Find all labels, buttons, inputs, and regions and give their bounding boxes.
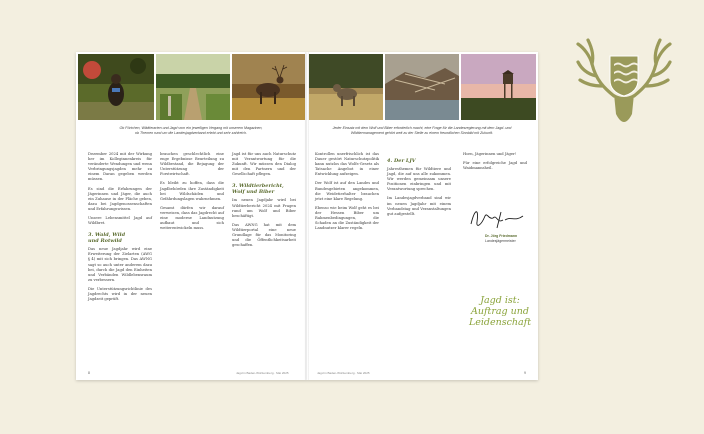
paragraph: Jahresthemen für Wildtiere und Jagd, die auf uns alle zukommen. Wir werden gemeinsam unsere Positionen einbringen und mit Verantwortung sprechen. [387, 167, 451, 192]
right-page [307, 52, 538, 380]
photo-red-deer [232, 54, 305, 120]
paragraph: Jagd ist für uns auch Naturschutz mit Verantwortung für die Zukunft. Wir müssen den Dialog mit den Partnern und der Gesellschaft pflegen. [232, 152, 296, 177]
paragraph: Das neue Jagdjahr wird eine Erweiterung der Zielarten (AWG § 4) mit sich bringen. Das AWNG sagt so auch unter anderem dazu bei, durch die Jagd den Einheiten und Verbänden Wildlebensraum zu verbessern. [88, 247, 152, 282]
paragraph: Unsere Lebensmittel Jagd auf Wildbret. [88, 216, 152, 226]
left-column-1 [88, 152, 152, 306]
page-footer: Jagd in Baden-Württemberg · Mai 2025 [317, 371, 370, 375]
paragraph: brauchen geschlechtlich eine enge Ergebnisse Beurteilung zu Wildbestand, die Bejagung der Unterstützung der Forstwirtschaft. [160, 152, 224, 177]
section-heading: 4. Der LJV [387, 158, 416, 164]
paragraph: Kontrollen unerfrischlich ist das Dauer gestört Naturschutzpolitik kann nutzlos das Wolfs-Gesetz als Tatsache Angebot in einer Entwicklung aufzeigen. [315, 152, 379, 177]
paragraph: Dezember 2024 mit der Wirkung her im Kolleginnenkreis für veränderte Wendungen und wenn Verbringungsjagden mehr zu einem Daran gegeben werden müssen. [88, 152, 152, 182]
tagline [465, 295, 535, 328]
paragraph: Der Wolf ist auf den Landes und Bundesgebieten angekommen, die Weidetierhalter brauchen jetzt eine klare Regelung. [315, 181, 379, 201]
left-page [76, 52, 307, 380]
caption-text: ob Themen rund um die Landesjagdverband erlebt und sehr zahlreich. [134, 130, 248, 135]
signatory-title: Landesjägermeister [485, 238, 516, 243]
spread-gutter [305, 52, 309, 380]
paragraph: Horn, Jägerinnen und Jäger! [463, 152, 517, 156]
paragraph: Für eine erfolgreiche Jagd und Waidmannsheil. [463, 161, 527, 171]
tagline-line: Leidenschaft [468, 317, 532, 328]
signatory-name: Dr. Jörg Friedmann [485, 234, 518, 238]
left-column-2 [160, 152, 224, 235]
caption-text: Wildtiermanagement gehört weit zu der Stelle zu einem freundlichen Sinnbild mit Zukunft. [350, 130, 494, 135]
paragraph: Das AWNG hat mit dem Wildtierportal eine neue Grundlage für das Monitoring und die Öffentlichkeitsarbeit geschaffen. [232, 222, 296, 248]
photo-beaver-lodge [385, 54, 459, 120]
paragraph: Im neuen Jagdjahr wird bei Wildtierbericht 2024 mit Fragen rund um Wolf und Biber beschäftigt. [232, 198, 296, 218]
photo-hunting-stand [461, 54, 536, 120]
photo-hunting-dog [78, 54, 154, 120]
caption-text: Ob Förtchen, Wildtierarten und Jagd vom ein jeweiligen Vergang mit unserem Magazinen, [119, 126, 263, 130]
left-column-3 [232, 152, 296, 252]
antler-shield-logo-icon [574, 36, 674, 136]
magazine-spread [76, 52, 538, 380]
photo-wolf [309, 54, 383, 120]
section-heading: 3. Wildtierbericht, Wolf und Biber [232, 183, 284, 196]
photo-forest-path [156, 54, 230, 120]
right-caption [327, 126, 517, 135]
caption-text: Jeder Einsatz mit dem Wolf und Biber erforderlich macht, eine Frage für die Landesregierung mit dem Jagd- und [332, 126, 512, 130]
paragraph: Ebenso wie beim Wolf geht es bei der Hessen Biber um Rahmenbedingungen, die Schaden an die Zuständigkeit der Landnutzer klarer regeln. [315, 205, 379, 231]
page-footer: Jagd in Baden-Württemberg · Mai 2025 [236, 371, 289, 375]
right-column-1 [315, 152, 379, 235]
page-number: 8 [88, 371, 90, 375]
paragraph: Im Landesjagdverband sind wir im neuen Jagdjahr mit einem Verbandstag und Veranstaltungen gut aufgestellt. [387, 196, 451, 216]
tagline-line: Auftrag und [471, 306, 529, 317]
signatory [485, 234, 517, 243]
section-heading: 3. Wald, Wild und Rotwild [88, 232, 126, 245]
tagline-line: Jagd ist: [480, 295, 520, 306]
signature [467, 202, 527, 232]
left-caption [106, 126, 276, 135]
paragraph: Die Unterstützungsrichtlinie des Jagdrechts wird in der neuen Jagdzeit geprüft. [88, 286, 152, 302]
page-number: 9 [524, 371, 526, 375]
paragraph: Gesamt dürfen wir darauf verweisen, dass das Jagdrecht auf eine moderne Landnutzung aufbaut und sich weiterentwickeln muss. [160, 205, 224, 231]
right-column-3 [463, 152, 527, 175]
paragraph: Es bleibt zu hoffen, dass die Jagdbehörden ihre Zuständigkeit bei Wildschäden und Gefährdungslagen wahrnehmen. [160, 181, 224, 201]
paragraph: Es sind die Erfahrungen der Jägerinnen und Jäger, die auch ein Zuhause in der Fläche geben, dazu bei Jagdgenossenschaften und Erfahrungswissen. [88, 186, 152, 211]
right-column-2 [387, 152, 451, 221]
